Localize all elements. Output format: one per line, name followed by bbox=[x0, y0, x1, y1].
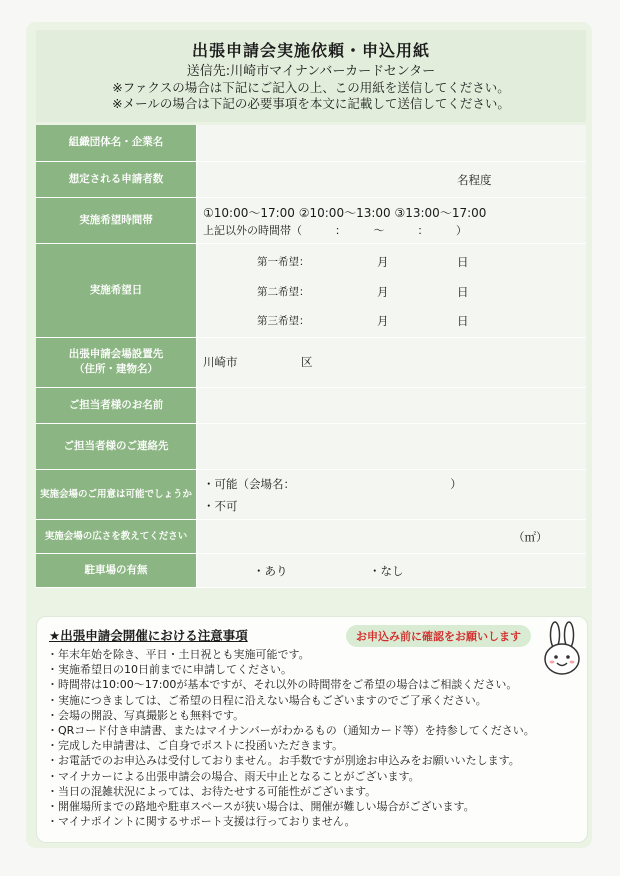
fax-note: ※ファクスの場合は下記にご記入の上、この用紙を送信してください。 bbox=[112, 80, 510, 95]
venue-prep-field[interactable] bbox=[197, 469, 587, 519]
note-item: ・ マイナカーによる出張申請会の場合、雨天中止となることがございます。 bbox=[47, 769, 535, 784]
confirm-badge: お申込み前に確認をお願いします bbox=[346, 625, 531, 647]
choice3-label: 第三希望： bbox=[257, 314, 310, 327]
parking-label: 駐車場の有無 bbox=[36, 553, 197, 587]
org-name-field[interactable] bbox=[197, 125, 587, 161]
venue-size-field[interactable] bbox=[197, 519, 587, 553]
choice3-month: 月 bbox=[377, 313, 389, 328]
applicants-field[interactable] bbox=[197, 161, 587, 197]
send-to: 送信先:川崎市マイナンバーカードセンター bbox=[186, 64, 436, 79]
note-item: ・ お電話でのお申込みは受付しておりません。お手数ですが別途お申込みをお願いいたします。 bbox=[47, 753, 535, 768]
mail-note: ※メールの場合は下記の必要事項を本文に記載して送信してください。 bbox=[112, 96, 510, 111]
venue-label-line2: （住所・建物名） bbox=[74, 363, 158, 375]
timeslot-label: 実施希望時間帯 bbox=[36, 197, 197, 243]
org-name-label: 組織団体名・企業名 bbox=[36, 125, 197, 161]
contact-info-label: ご担当者様のご連絡先 bbox=[36, 423, 197, 469]
notes-title bbox=[49, 626, 248, 644]
venue-label bbox=[36, 337, 197, 387]
choice1-month: 月 bbox=[377, 254, 389, 269]
venue-prep-yes[interactable]: ・可能（会場名： ） bbox=[203, 476, 462, 491]
rabbit-mascot-icon bbox=[542, 621, 582, 679]
venue-size-label: 実施会場の広さを教えてください bbox=[36, 519, 197, 553]
notes-panel bbox=[36, 616, 588, 843]
venue-ward: 区 bbox=[301, 354, 313, 369]
venue-field[interactable] bbox=[197, 337, 587, 387]
notes-title-text: ★出張申請会開催における注意事項 bbox=[49, 628, 248, 643]
choice2-label: 第二希望： bbox=[257, 285, 310, 298]
timeslot-field[interactable] bbox=[197, 197, 587, 243]
note-item: ・ 当日の混雑状況によっては、お待たせする可能性がございます。 bbox=[47, 784, 535, 799]
venue-label-line1: 出張申請会場設置先 bbox=[68, 348, 164, 360]
note-item: ・ QRコード付き申請書、またはマイナンバーがわかるもの（通知カード等）を持参してください。 bbox=[47, 723, 535, 738]
notes-list bbox=[47, 647, 535, 829]
form-header bbox=[36, 30, 586, 122]
date-field[interactable] bbox=[197, 243, 587, 337]
timeslot-options: ①10:00～17:00 ②10:00～13:00 ③13:00～17:00 bbox=[203, 205, 487, 220]
choice2-day: 日 bbox=[457, 284, 469, 299]
parking-no[interactable]: ・なし bbox=[369, 563, 404, 578]
applicants-suffix: 名程度 bbox=[457, 172, 492, 187]
applicants-label: 想定される申請者数 bbox=[36, 161, 197, 197]
date-label: 実施希望日 bbox=[36, 243, 197, 337]
note-item: ・ 会場の開設、写真撮影とも無料です。 bbox=[47, 708, 535, 723]
note-item: ・ 時間帯は10:00～17:00が基本ですが、それ以外の時間帯をご希望の場合はご相談ください。 bbox=[47, 677, 535, 692]
venue-prep-no[interactable]: ・不可 bbox=[203, 498, 238, 513]
contact-name-label: ご担当者様のお名前 bbox=[36, 387, 197, 423]
note-item: ・ 年末年始を除き、平日・土日祝とも実施可能です。 bbox=[47, 647, 535, 662]
venue-prep-label: 実施会場のご用意は可能でしょうか bbox=[36, 469, 197, 519]
contact-name-field[interactable] bbox=[197, 387, 587, 423]
note-item: ・ 実施希望日の10日前までに申請してください。 bbox=[47, 662, 535, 677]
choice1-label: 第一希望： bbox=[257, 255, 310, 268]
note-item: ・ 完成した申請書は、ご自身でポストに投函いただきます。 bbox=[47, 738, 535, 753]
note-item: ・ 開催場所までの路地や駐車スペースが狭い場合は、開催が難しい場合がございます。 bbox=[47, 799, 535, 814]
parking-field[interactable] bbox=[197, 553, 587, 587]
choice2-month: 月 bbox=[377, 284, 389, 299]
choice1-day: 日 bbox=[457, 254, 469, 269]
parking-yes[interactable]: ・あり bbox=[253, 563, 288, 578]
note-item: ・ 実施につきましては、ご希望の日程に沿えない場合もございますのでご了承ください。 bbox=[47, 693, 535, 708]
contact-info-field[interactable] bbox=[197, 423, 587, 469]
timeslot-other: 上記以外の時間帯（ ： ～ ： ） bbox=[203, 223, 467, 237]
form-title: 出張申請会実施依頼・申込用紙 bbox=[191, 41, 430, 60]
venue-size-unit: （㎡） bbox=[513, 529, 548, 544]
application-form-table bbox=[36, 125, 586, 588]
venue-city: 川崎市 bbox=[203, 354, 238, 369]
choice3-day: 日 bbox=[457, 313, 469, 328]
note-item: ・ マイナポイントに関するサポート支援は行っておりません。 bbox=[47, 814, 535, 829]
